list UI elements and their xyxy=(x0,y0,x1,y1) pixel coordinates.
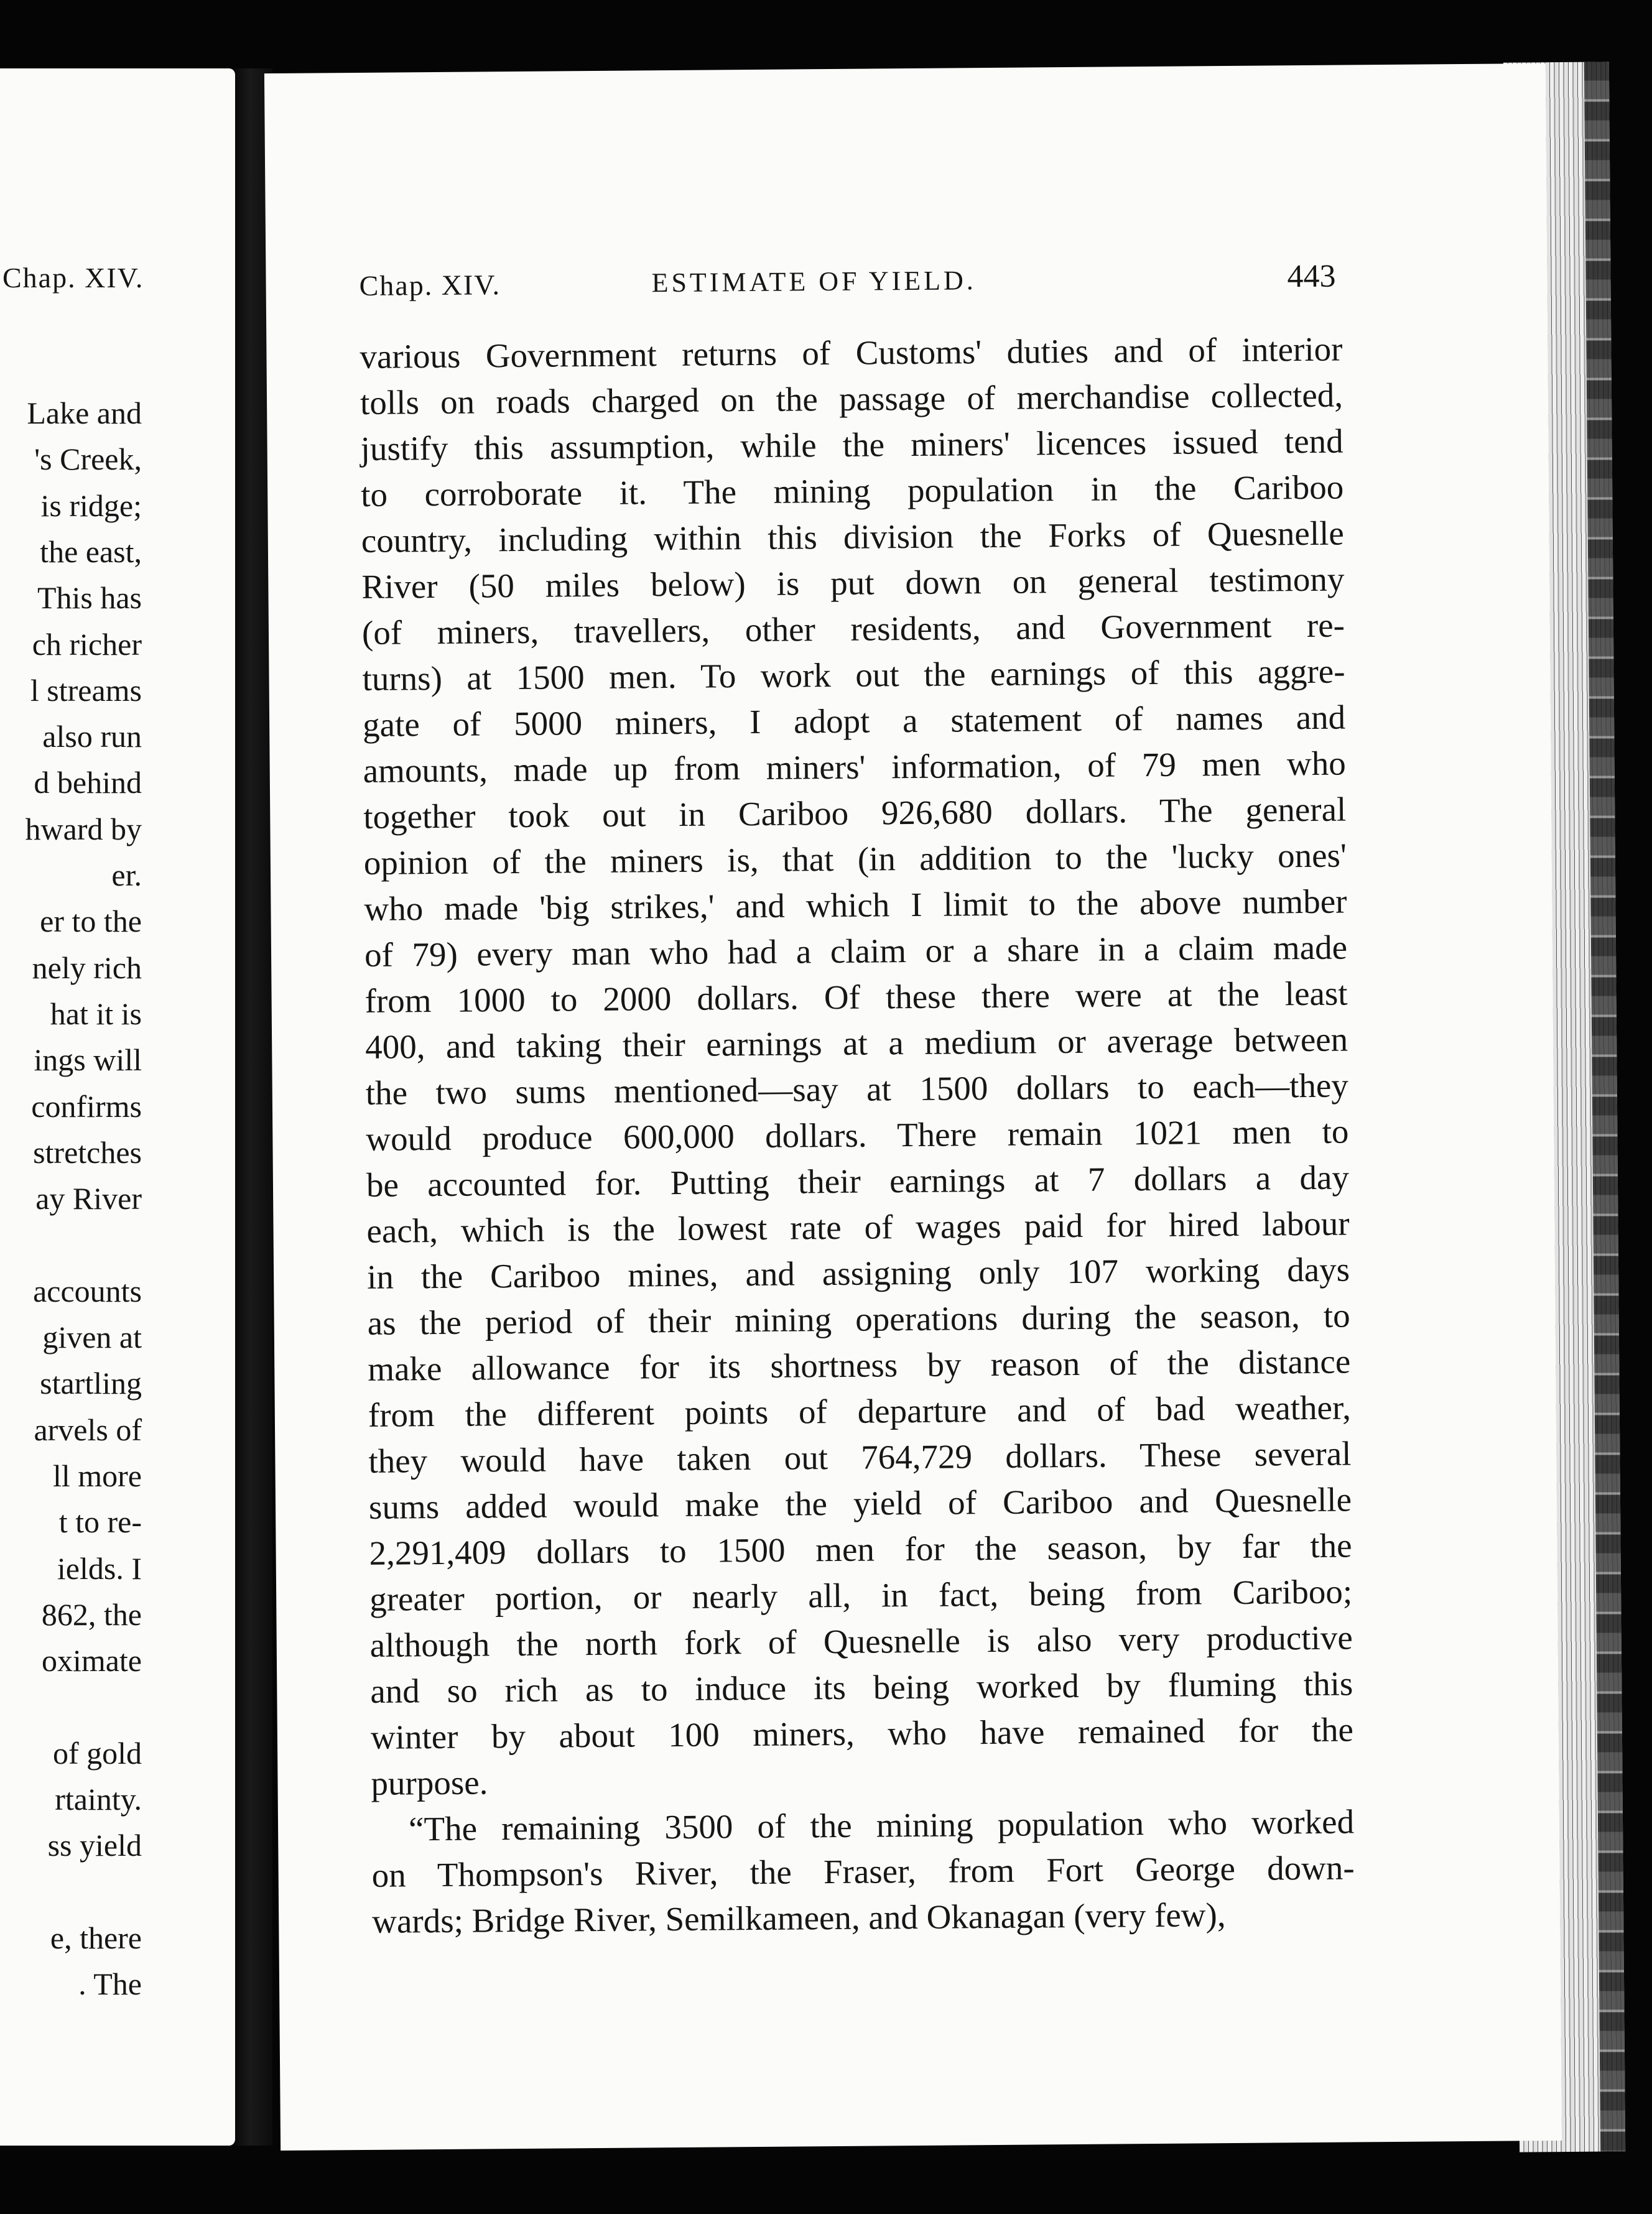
text-line: purpose. xyxy=(371,1763,488,1802)
left-text-line: t to re- xyxy=(58,1504,142,1540)
left-facing-page xyxy=(0,68,235,2146)
chapter-label: Chap. XIV. xyxy=(359,269,501,302)
text-line: of 79) every man who had a claim or a share in a claim made xyxy=(364,928,1348,974)
left-text-line: 862, the xyxy=(41,1596,142,1632)
left-text-line: oximate xyxy=(41,1643,142,1679)
left-text-line: rtainty. xyxy=(55,1782,142,1817)
left-text-line: also run xyxy=(42,719,142,754)
text-line: sums added would make the yield of Cariboo and Quesnelle xyxy=(368,1480,1352,1526)
left-text-line: arvels of xyxy=(34,1412,142,1447)
text-line: in the Cariboo mines, and assigning only 107 working days xyxy=(366,1250,1350,1296)
text-line: each, which is the lowest rate of wages paid for hired labour xyxy=(366,1204,1350,1250)
text-line: 400, and taking their earnings at a medium or average between xyxy=(364,1020,1348,1066)
left-text-line: hat it is xyxy=(50,996,142,1031)
left-text-line: ss yield xyxy=(47,1828,142,1863)
left-text-line: ll more xyxy=(52,1458,142,1493)
left-text-line: This has xyxy=(37,580,142,616)
running-head xyxy=(359,258,1336,315)
left-text-line: given at xyxy=(42,1320,142,1355)
left-text-line: ields. I xyxy=(57,1550,142,1586)
text-line: opinion of the miners is, that (in addition to the 'lucky ones' xyxy=(363,836,1347,882)
text-line: together took out in Cariboo 926,680 dollars. The general xyxy=(363,790,1347,836)
text-line: on Thompson's River, the Fraser, from Fort George down- xyxy=(371,1848,1355,1894)
text-line: who made 'big strikes,' and which I limit to the above number xyxy=(364,882,1347,928)
text-line: (of miners, travellers, other residents, and Government re- xyxy=(361,606,1345,652)
text-line: greater portion, or nearly all, in fact, being from Cariboo; xyxy=(369,1572,1353,1618)
left-text-line: er to the xyxy=(40,904,142,939)
text-line: they would have taken out 764,729 dollars. These several xyxy=(368,1434,1352,1480)
left-text-line: stretches xyxy=(33,1134,142,1170)
text-line: turns) at 1500 men. To work out the earnings of this aggre- xyxy=(362,652,1345,698)
text-line: country, including within this division the Forks of Quesnelle xyxy=(361,514,1345,560)
left-text-line: ch richer xyxy=(32,626,142,662)
page-number: 443 xyxy=(1287,258,1336,295)
left-text-line: the east, xyxy=(40,534,142,569)
left-text-line: accounts xyxy=(33,1273,142,1308)
text-line: River (50 miles below) is put down on general testimony xyxy=(361,560,1345,606)
text-line: from the different points of departure and of bad weather, xyxy=(368,1388,1352,1434)
left-text-line: e, there xyxy=(50,1920,142,1955)
page-title: ESTIMATE OF YIELD. xyxy=(651,265,977,299)
text-line: to corroborate it. The mining population in the Cariboo xyxy=(361,468,1344,514)
text-line: winter by about 100 miners, who have remained for the xyxy=(370,1710,1354,1756)
left-text-line: of gold xyxy=(52,1735,142,1771)
left-text-line: ings will xyxy=(34,1042,142,1078)
text-line: wards; Bridge River, Semilkameen, and Okanagan (very few), xyxy=(372,1896,1226,1940)
text-line: justify this assumption, while the miners' licences issued tend xyxy=(360,422,1343,468)
text-line: “The remaining 3500 of the mining population who worked xyxy=(408,1802,1355,1848)
text-line: as the period of their mining operations during the season, to xyxy=(367,1296,1350,1342)
left-text-line: er. xyxy=(111,858,142,892)
left-text-line: Lake and xyxy=(27,396,142,430)
body-text xyxy=(360,327,1355,1945)
left-text-line: 's Creek, xyxy=(34,442,142,477)
left-text-line: d behind xyxy=(34,765,142,800)
main-page xyxy=(264,63,1562,2151)
text-line: amounts, made up from miners' information, of 79 men who xyxy=(363,744,1346,790)
text-line: 2,291,409 dollars to 1500 men for the season, by far the xyxy=(369,1526,1352,1572)
text-line: although the north fork of Quesnelle is also very productive xyxy=(369,1618,1353,1664)
text-line: the two sums mentioned—say at 1500 dollars to each—they xyxy=(365,1066,1348,1112)
text-line: various Government returns of Customs' duties and of interior xyxy=(360,330,1343,376)
left-text-line: hward by xyxy=(25,811,142,846)
left-running-head: Chap. XIV. xyxy=(2,262,144,294)
left-text-line: l streams xyxy=(30,672,142,708)
text-line: gate of 5000 miners, I adopt a statement of names and xyxy=(362,698,1346,744)
left-text-line: ay River xyxy=(35,1181,142,1216)
text-line: from 1000 to 2000 dollars. Of these there were at the least xyxy=(364,974,1348,1020)
left-text-line: nely rich xyxy=(32,950,142,985)
text-line: and so rich as to induce its being worked by fluming this xyxy=(370,1664,1353,1710)
text-line: make allowance for its shortness by reason of the distance xyxy=(368,1342,1351,1388)
left-text-line: startling xyxy=(40,1366,142,1401)
text-line: be accounted for. Putting their earnings at 7 dollars a day xyxy=(366,1158,1350,1204)
left-text-line: is ridge; xyxy=(40,488,142,523)
text-line: tolls on roads charged on the passage of merchandise collected, xyxy=(360,376,1343,422)
left-text-line: . The xyxy=(78,1966,142,2002)
text-line: would produce 600,000 dollars. There remain 1021 men to xyxy=(366,1112,1349,1158)
left-text-line: confirms xyxy=(31,1088,142,1124)
